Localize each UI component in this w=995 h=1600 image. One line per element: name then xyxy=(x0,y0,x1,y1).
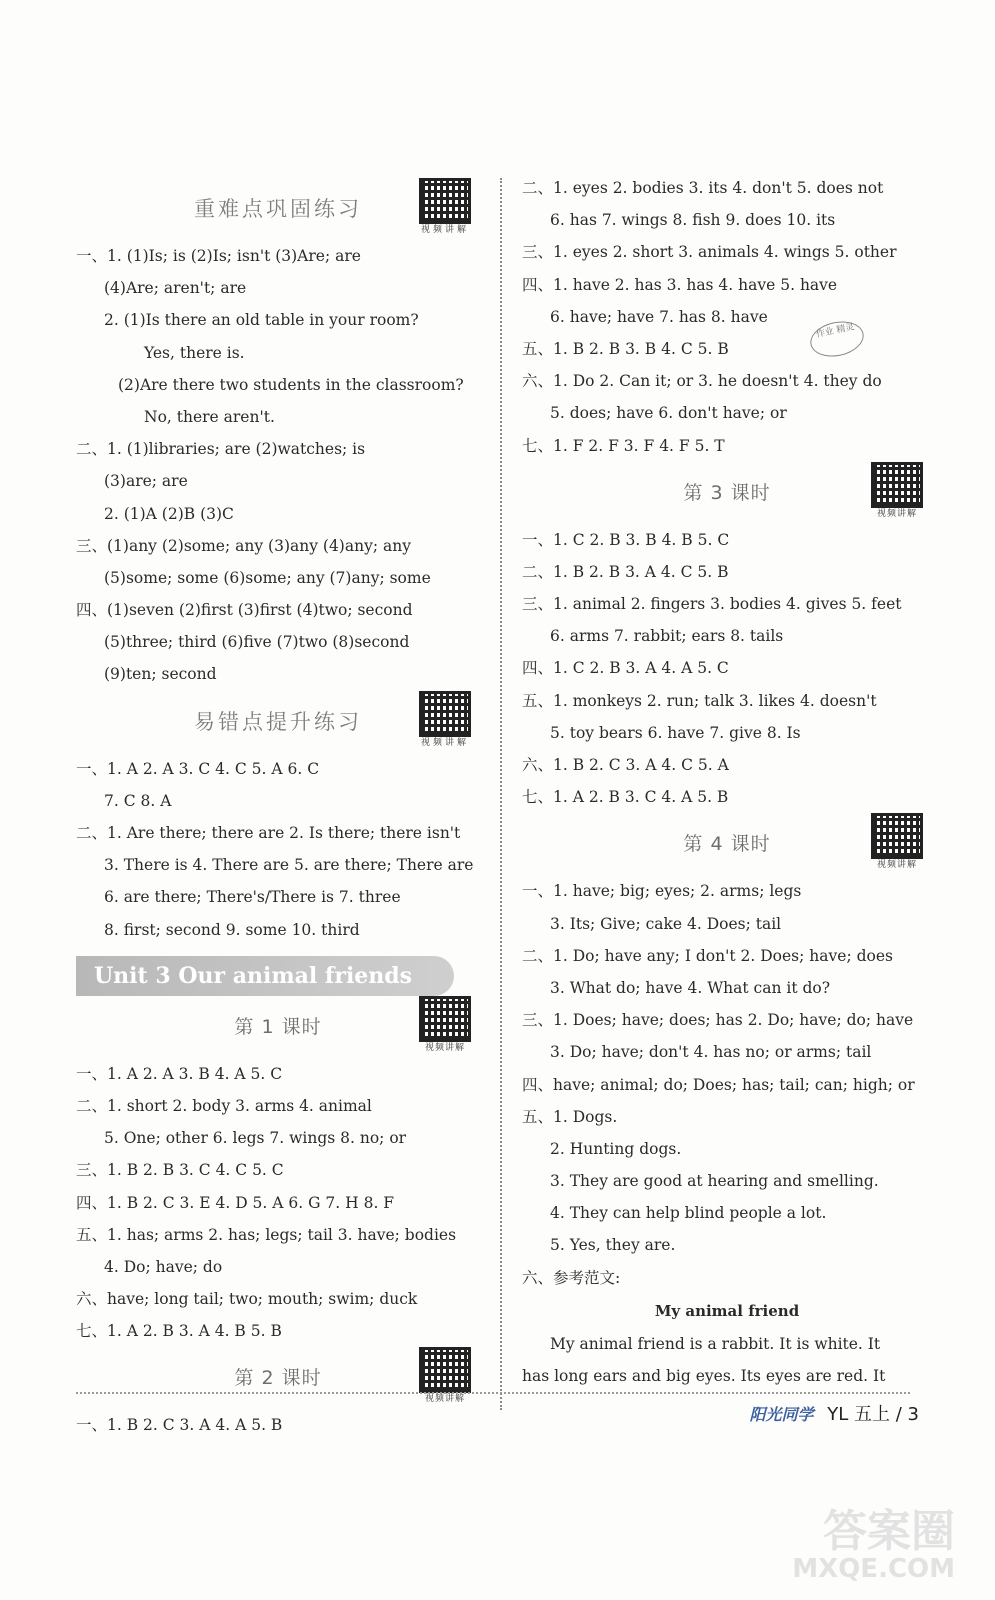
answer-line: 六、1. B 2. C 3. A 4. C 5. A xyxy=(522,756,729,774)
answer-line: 七、1. A 2. B 3. A 4. B 5. B xyxy=(76,1322,282,1341)
section-title-key-points: 重难点巩固练习 视频讲解 xyxy=(76,178,480,240)
answer-line: 3. What do; have 4. What can it do? xyxy=(550,978,831,997)
answer-line: 7. C 8. A xyxy=(104,791,172,810)
qr-code-icon[interactable]: 视频讲解 xyxy=(416,178,474,236)
answer-line: 五、1. monkeys 2. run; talk 3. likes 4. doesn't xyxy=(522,691,877,710)
answer-line: 四、(1)seven (2)first (3)first (4)two; second xyxy=(76,601,413,620)
answer-line: 一、1. B 2. C 3. A 4. A 5. B xyxy=(76,1416,283,1435)
answer-line: 3. They are good at hearing and smelling. xyxy=(550,1172,879,1191)
answer-line: 5. Yes, they are. xyxy=(550,1236,676,1255)
lesson-title-4: 第 4 课时 视频讲解 xyxy=(522,813,932,875)
essay-line: My animal friend is a rabbit. It is white. It xyxy=(550,1334,881,1353)
answer-line: 五、1. B 2. B 3. B 4. C 5. B xyxy=(522,339,729,358)
lesson-title-3: 第 3 课时 视频讲解 xyxy=(522,462,932,524)
answer-line: 4. Do; have; do xyxy=(104,1257,223,1276)
page-footer xyxy=(750,1400,919,1426)
answer-line: 三、1. Does; have; does; has 2. Do; have; do; have xyxy=(522,1011,914,1030)
answer-line: 8. first; second 9. some 10. third xyxy=(104,920,360,939)
answer-line: 6. has 7. wings 8. fish 9. does 10. its xyxy=(550,211,836,230)
answer-line: 3. There is 4. There are 5. are there; There are xyxy=(104,856,474,875)
answer-line: (2)Are there two students in the classroom? xyxy=(118,375,464,394)
right-column xyxy=(522,172,932,1392)
answer-line: 3. Do; have; don't 4. has no; or arms; tail xyxy=(550,1043,872,1062)
answer-line: 6. are there; There's/There is 7. three xyxy=(104,888,401,907)
answer-line: 四、have; animal; do; Does; has; tail; can; high; or xyxy=(522,1075,915,1094)
qr-code-icon[interactable]: 视频讲解 xyxy=(416,691,474,749)
answer-line: 5. does; have 6. don't have; or xyxy=(550,404,787,423)
answer-line: 一、1. A 2. A 3. B 4. A 5. C xyxy=(76,1064,283,1083)
answer-line: 2. (1)Is there an old table in your room? xyxy=(104,311,419,330)
answer-line: 二、1. B 2. B 3. A 4. C 5. B xyxy=(522,562,729,581)
page-number: YL 五上 / 3 xyxy=(827,1404,919,1425)
unit-banner: Unit 3 Our animal friends xyxy=(76,956,454,996)
answer-line: 六、have; long tail; two; mouth; swim; duck xyxy=(76,1290,418,1309)
answer-line: (9)ten; second xyxy=(104,665,217,684)
answer-line: 三、1. eyes 2. short 3. animals 4. wings 5. other xyxy=(522,243,897,262)
answer-line: 三、1. animal 2. fingers 3. bodies 4. gives 5. feet xyxy=(522,595,902,614)
answer-line: 三、1. B 2. B 3. C 4. C 5. C xyxy=(76,1161,284,1180)
answer-line: 一、1. have; big; eyes; 2. arms; legs xyxy=(522,882,802,901)
essay-line: has long ears and big eyes. Its eyes are red. It xyxy=(522,1367,886,1385)
answer-line: (5)three; third (6)five (7)two (8)second xyxy=(104,633,410,652)
answer-line: (5)some; some (6)some; any (7)any; some xyxy=(104,568,431,587)
answer-line: 4. They can help blind people a lot. xyxy=(550,1204,827,1223)
stamp-mark: 作业 精灵 xyxy=(807,317,867,361)
lesson-title-1: 第 1 课时 视频讲解 xyxy=(76,996,480,1058)
answer-line: 一、1. A 2. A 3. C 4. C 5. A 6. C xyxy=(76,759,320,778)
answer-line: 五、1. Dogs. xyxy=(522,1107,618,1126)
answer-line: (3)are; are xyxy=(104,472,188,491)
answer-line: 5. toy bears 6. have 7. give 8. Is xyxy=(550,723,801,742)
brand-logo: 阳光同学 xyxy=(749,1405,814,1424)
watermark: 答案圈 MXQE.COM xyxy=(792,1506,955,1584)
answer-line: 6. arms 7. rabbit; ears 8. tails xyxy=(550,627,784,646)
answer-line: 二、1. (1)libraries; are (2)watches; is xyxy=(76,440,366,459)
answer-line: 二、1. Are there; there are 2. Is there; there isn't xyxy=(76,824,461,842)
footer-divider xyxy=(76,1392,910,1394)
answer-line: 二、1. short 2. body 3. arms 4. animal xyxy=(76,1096,372,1115)
answer-line: 七、1. F 2. F 3. F 4. F 5. T xyxy=(522,436,725,455)
answer-line: 一、1. C 2. B 3. B 4. B 5. C xyxy=(522,530,730,549)
answer-line: 六、参考范文: xyxy=(522,1268,621,1287)
answer-line: (4)Are; aren't; are xyxy=(104,279,247,298)
answer-line: 二、1. eyes 2. bodies 3. its 4. don't 5. does not xyxy=(522,179,884,197)
answer-line: 6. have; have 7. has 8. have xyxy=(550,307,768,326)
answer-line: 五、1. has; arms 2. has; legs; tail 3. have; bodies xyxy=(76,1225,457,1244)
answer-line: 四、1. B 2. C 3. E 4. D 5. A 6. G 7. H 8. F xyxy=(76,1193,395,1212)
answer-line: 2. (1)A (2)B (3)C xyxy=(104,504,234,523)
qr-code-icon[interactable]: 视频讲解 xyxy=(416,1347,474,1405)
answer-line: 三、(1)any (2)some; any (3)any (4)any; any xyxy=(76,536,411,555)
answer-line: No, there aren't. xyxy=(144,407,275,426)
answer-line: 六、1. Do 2. Can it; or 3. he doesn't 4. they do xyxy=(522,372,882,391)
lesson-title-2: 第 2 课时 视频讲解 xyxy=(76,1347,480,1409)
answer-line: 2. Hunting dogs. xyxy=(550,1139,682,1158)
qr-code-icon[interactable]: 视频讲解 xyxy=(416,996,474,1054)
answer-line: 二、1. Do; have any; I don't 2. Does; have; does xyxy=(522,946,893,965)
qr-code-icon[interactable]: 视频讲解 xyxy=(868,462,926,520)
column-divider xyxy=(500,178,502,1410)
qr-code-icon[interactable]: 视频讲解 xyxy=(868,813,926,871)
answer-line: 四、1. have 2. has 3. has 4. have 5. have xyxy=(522,275,838,294)
answer-line: 5. One; other 6. legs 7. wings 8. no; or xyxy=(104,1129,407,1148)
section-title-error-prone: 易错点提升练习 视频讲解 xyxy=(76,691,480,753)
left-column xyxy=(76,178,480,1442)
answer-line: 四、1. C 2. B 3. A 4. A 5. C xyxy=(522,659,729,678)
answer-line: 七、1. A 2. B 3. C 4. A 5. B xyxy=(522,788,729,807)
answer-line: 一、1. (1)Is; is (2)Is; isn't (3)Are; are xyxy=(76,247,361,265)
answer-line: Yes, there is. xyxy=(144,343,245,362)
essay-title: My animal friend xyxy=(654,1301,800,1320)
answer-line: 3. Its; Give; cake 4. Does; tail xyxy=(550,914,782,933)
